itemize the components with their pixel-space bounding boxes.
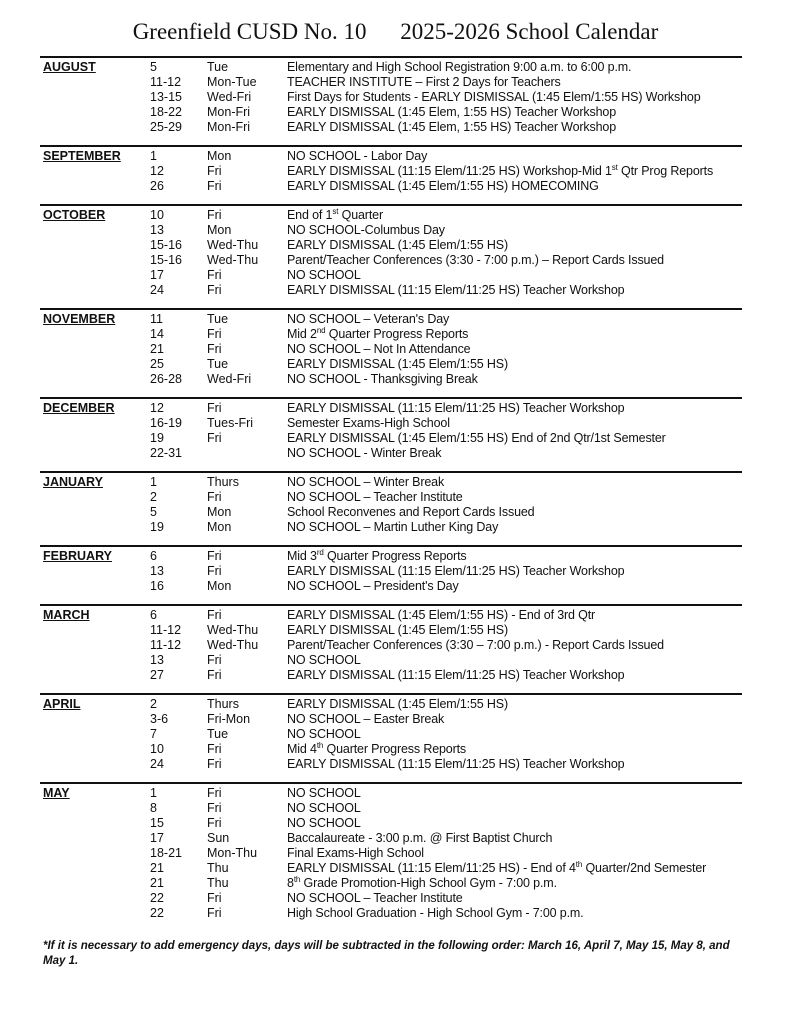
description-text: Final Exams-High School [287, 846, 424, 860]
event-weekday: Mon [207, 520, 232, 534]
description-text: Grade Promotion-High School Gym - 7:00 p.m. [300, 876, 557, 890]
calendar-row [40, 372, 742, 387]
calendar-row [40, 75, 742, 90]
event-description [287, 446, 441, 461]
event-description [287, 697, 508, 712]
calendar-row [40, 105, 742, 120]
description-text: EARLY DISMISSAL (1:45 Elem/1:55 HS) HOMECOMING [287, 179, 599, 193]
event-description [287, 120, 616, 135]
event-weekday: Thurs [207, 475, 239, 489]
description-text: EARLY DISMISSAL (11:15 Elem/11:25 HS) Teacher Workshop [287, 283, 625, 297]
event-description [287, 876, 557, 891]
district-name: Greenfield CUSD No. 10 [132, 19, 367, 44]
event-description [287, 238, 508, 253]
description-text: EARLY DISMISSAL (11:15 Elem/11:25 HS) Teacher Workshop [287, 757, 625, 771]
calendar-row [40, 238, 742, 253]
event-description [287, 623, 508, 638]
event-weekday: Wed-Thu [207, 638, 259, 652]
calendar-row [40, 164, 742, 179]
event-weekday: Wed-Thu [207, 253, 259, 267]
description-text: Mid 2 [287, 327, 317, 341]
month-section-november [40, 308, 742, 397]
calendar-row [40, 312, 742, 327]
event-weekday: Mon-Fri [207, 120, 251, 134]
description-text: Qtr Prog Reports [617, 164, 714, 178]
description-text: NO SCHOOL [287, 727, 361, 741]
event-weekday: Fri [207, 668, 222, 682]
event-weekday: Sun [207, 831, 230, 845]
calendar-row [40, 801, 742, 816]
event-date: 25-29 [150, 120, 182, 134]
event-weekday: Thu [207, 861, 229, 875]
event-date: 15 [150, 816, 164, 830]
description-text: School Reconvenes and Report Cards Issued [287, 505, 535, 519]
calendar-row [40, 653, 742, 668]
event-weekday: Fri [207, 906, 222, 920]
month-heading: FEBRUARY [43, 549, 112, 563]
description-text: NO SCHOOL - Labor Day [287, 149, 428, 163]
description-text: EARLY DISMISSAL (1:45 Elem/1:55 HS) [287, 238, 509, 252]
calendar-row [40, 579, 742, 594]
description-text: Mid 4 [287, 742, 317, 756]
event-description [287, 327, 468, 342]
event-description [287, 60, 631, 75]
event-description [287, 505, 534, 520]
description-text: Quarter Progress Reports [325, 327, 469, 341]
month-section-september [40, 145, 742, 204]
footnote: *If it is necessary to add emergency days, days will be subtracted in the following order: March 16, April 7, May 15, May 8, and May 1. [43, 940, 730, 967]
calendar-row [40, 208, 742, 223]
description-text: Semester Exams-High School [287, 416, 450, 430]
calendar-row [40, 179, 742, 194]
event-date: 15-16 [150, 253, 182, 267]
calendar-row [40, 876, 742, 891]
event-date: 22 [150, 891, 164, 905]
event-description [287, 564, 624, 579]
event-weekday: Tue [207, 312, 229, 326]
month-section-october [40, 204, 742, 308]
event-description [287, 90, 701, 105]
event-description [287, 268, 361, 283]
event-date: 16 [150, 579, 164, 593]
event-weekday: Thu [207, 876, 229, 890]
month-heading: APRIL [43, 697, 81, 711]
event-date: 24 [150, 283, 164, 297]
description-text: EARLY DISMISSAL (11:15 Elem/11:25 HS) - End of 4 [287, 861, 576, 875]
event-date: 15-16 [150, 238, 182, 252]
event-weekday: Fri [207, 268, 222, 282]
event-date: 25 [150, 357, 164, 371]
event-date: 6 [150, 549, 157, 563]
event-description [287, 416, 450, 431]
calendar-row [40, 283, 742, 298]
event-date: 13 [150, 564, 164, 578]
calendar-row [40, 742, 742, 757]
event-description [287, 786, 361, 801]
month-section-january [40, 471, 742, 545]
description-text: NO SCHOOL [287, 268, 361, 282]
event-description [287, 312, 449, 327]
event-date: 26 [150, 179, 164, 193]
event-description [287, 638, 664, 653]
event-weekday: Fri [207, 342, 222, 356]
event-description [287, 357, 508, 372]
description-text: Quarter/2nd Semester [582, 861, 707, 875]
event-date: 21 [150, 861, 164, 875]
event-date: 3-6 [150, 712, 169, 726]
description-text: NO SCHOOL – Martin Luther King Day [287, 520, 499, 534]
description-text: EARLY DISMISSAL (11:15 Elem/11:25 HS) Teacher Workshop [287, 401, 625, 415]
event-weekday: Wed-Thu [207, 238, 259, 252]
month-heading: SEPTEMBER [43, 149, 121, 163]
event-date: 5 [150, 60, 157, 74]
calendar-row [40, 712, 742, 727]
event-date: 13-15 [150, 90, 182, 104]
calendar-row [40, 342, 742, 357]
description-text: Parent/Teacher Conferences (3:30 – 7:00 p.m.) - Report Cards Issued [287, 638, 664, 652]
event-date: 14 [150, 327, 164, 341]
description-text: 8 [287, 876, 294, 890]
event-description [287, 208, 383, 223]
event-description [287, 846, 424, 861]
event-date: 10 [150, 742, 164, 756]
calendar-row [40, 757, 742, 772]
event-weekday: Fri [207, 564, 222, 578]
month-section-may [40, 782, 742, 931]
event-weekday: Mon [207, 223, 232, 237]
event-weekday: Fri [207, 786, 222, 800]
calendar-row [40, 786, 742, 801]
event-date: 7 [150, 727, 157, 741]
calendar-row [40, 490, 742, 505]
calendar-body [40, 56, 742, 969]
description-text: EARLY DISMISSAL (1:45 Elem/1:55 HS) - End of 3rd Qtr [287, 608, 596, 622]
event-description [287, 164, 713, 179]
event-description [287, 712, 444, 727]
event-weekday: Fri [207, 431, 222, 445]
calendar-row [40, 446, 742, 461]
event-date: 19 [150, 431, 164, 445]
calendar-row [40, 401, 742, 416]
description-text: EARLY DISMISSAL (1:45 Elem/1:55 HS) [287, 357, 509, 371]
description-text: EARLY DISMISSAL (1:45 Elem, 1:55 HS) Teacher Workshop [287, 120, 617, 134]
event-weekday: Fri-Mon [207, 712, 251, 726]
event-weekday: Fri [207, 653, 222, 667]
calendar-row [40, 60, 742, 75]
month-section-february [40, 545, 742, 604]
page-title [0, 18, 791, 46]
event-weekday: Fri [207, 283, 222, 297]
month-section-april [40, 693, 742, 782]
event-description [287, 475, 444, 490]
event-description [287, 816, 361, 831]
event-date: 24 [150, 757, 164, 771]
calendar-row [40, 149, 742, 164]
event-description [287, 149, 427, 164]
event-weekday: Mon-Thu [207, 846, 258, 860]
calendar-row [40, 90, 742, 105]
calendar-row [40, 608, 742, 623]
calendar-row [40, 431, 742, 446]
description-text: Mid 3 [287, 549, 317, 563]
month-heading: AUGUST [43, 60, 96, 74]
month-section-december [40, 397, 742, 471]
calendar-row [40, 638, 742, 653]
calendar-row [40, 846, 742, 861]
event-date: 11-12 [150, 75, 182, 89]
description-text: NO SCHOOL [287, 653, 361, 667]
event-weekday: Fri [207, 891, 222, 905]
description-text: Quarter [338, 208, 383, 222]
event-date: 2 [150, 697, 157, 711]
event-date: 10 [150, 208, 164, 222]
description-text: NO SCHOOL [287, 786, 361, 800]
calendar-row [40, 253, 742, 268]
event-weekday: Wed-Fri [207, 90, 252, 104]
event-weekday: Fri [207, 549, 222, 563]
month-heading: JANUARY [43, 475, 103, 489]
event-date: 19 [150, 520, 164, 534]
event-date: 11 [150, 312, 163, 326]
calendar-row [40, 357, 742, 372]
event-date: 21 [150, 342, 164, 356]
description-text: NO SCHOOL - Thanksgiving Break [287, 372, 478, 386]
event-date: 16-19 [150, 416, 182, 430]
description-text: EARLY DISMISSAL (1:45 Elem, 1:55 HS) Teacher Workshop [287, 105, 617, 119]
event-description [287, 668, 624, 683]
event-date: 12 [150, 401, 164, 415]
description-text: NO SCHOOL - Winter Break [287, 446, 442, 460]
description-text: First Days for Students - EARLY DISMISSAL (1:45 Elem/1:55 HS) Workshop [287, 90, 701, 104]
event-description [287, 342, 470, 357]
ordinal-suffix: rd [316, 547, 324, 557]
event-date: 26-28 [150, 372, 182, 386]
event-description [287, 608, 595, 623]
description-text: End of 1 [287, 208, 333, 222]
event-weekday: Thurs [207, 697, 239, 711]
calendar-row [40, 120, 742, 135]
description-text: Baccalaureate - 3:00 p.m. @ First Baptist Church [287, 831, 553, 845]
event-description [287, 401, 624, 416]
description-text: NO SCHOOL – Easter Break [287, 712, 445, 726]
month-heading: MAY [43, 786, 70, 800]
calendar-row [40, 223, 742, 238]
calendar-row [40, 505, 742, 520]
description-text: NO SCHOOL-Columbus Day [287, 223, 445, 237]
event-weekday: Fri [207, 801, 222, 815]
event-weekday: Wed-Fri [207, 372, 252, 386]
ordinal-suffix: nd [316, 325, 326, 335]
calendar-row [40, 564, 742, 579]
description-text: NO SCHOOL [287, 801, 361, 815]
calendar-row [40, 416, 742, 431]
ordinal-suffix: th [316, 740, 324, 750]
description-text: NO SCHOOL [287, 816, 361, 830]
description-text: Quarter Progress Reports [323, 742, 467, 756]
event-weekday: Fri [207, 208, 222, 222]
calendar-sections [40, 56, 742, 931]
event-date: 1 [150, 475, 157, 489]
event-date: 5 [150, 505, 157, 519]
event-description [287, 831, 552, 846]
event-date: 13 [150, 653, 164, 667]
event-weekday: Fri [207, 179, 222, 193]
description-text: NO SCHOOL – Teacher Institute [287, 490, 463, 504]
event-description [287, 742, 466, 757]
description-text: Parent/Teacher Conferences (3:30 - 7:00 p.m.) – Report Cards Issued [287, 253, 664, 267]
description-text: EARLY DISMISSAL (11:15 Elem/11:25 HS) Teacher Workshop [287, 668, 625, 682]
description-text: Elementary and High School Registration 9:00 a.m. to 6:00 p.m. [287, 60, 632, 74]
event-description [287, 179, 599, 194]
event-description [287, 223, 445, 238]
description-text: EARLY DISMISSAL (1:45 Elem/1:55 HS) [287, 623, 509, 637]
calendar-row [40, 831, 742, 846]
description-text: NO SCHOOL – Veteran's Day [287, 312, 450, 326]
calendar-row [40, 520, 742, 535]
month-heading: DECEMBER [43, 401, 115, 415]
event-date: 8 [150, 801, 157, 815]
event-weekday: Tue [207, 60, 229, 74]
event-description [287, 653, 361, 668]
calendar-row [40, 891, 742, 906]
ordinal-suffix: st [332, 206, 339, 216]
event-description [287, 757, 624, 772]
calendar-row [40, 623, 742, 638]
event-description [287, 372, 478, 387]
month-heading: NOVEMBER [43, 312, 116, 326]
event-weekday: Mon-Tue [207, 75, 257, 89]
event-weekday: Fri [207, 164, 222, 178]
event-weekday: Wed-Thu [207, 623, 259, 637]
calendar-row [40, 475, 742, 490]
event-date: 6 [150, 608, 157, 622]
event-description [287, 490, 463, 505]
event-weekday: Tue [207, 357, 229, 371]
description-text: EARLY DISMISSAL (11:15 Elem/11:25 HS) Teacher Workshop [287, 564, 625, 578]
event-weekday: Tues-Fri [207, 416, 254, 430]
description-text: NO SCHOOL – Not In Attendance [287, 342, 471, 356]
event-description [287, 431, 666, 446]
description-text: TEACHER INSTITUTE – First 2 Days for Teachers [287, 75, 561, 89]
description-text: EARLY DISMISSAL (11:15 Elem/11:25 HS) Workshop-Mid 1 [287, 164, 612, 178]
event-weekday: Fri [207, 742, 222, 756]
event-weekday: Fri [207, 327, 222, 341]
calendar-row [40, 906, 742, 921]
calendar-row [40, 327, 742, 342]
event-date: 18-22 [150, 105, 182, 119]
event-date: 11-12 [150, 638, 182, 652]
description-text: Quarter Progress Reports [323, 549, 467, 563]
event-weekday: Fri [207, 401, 222, 415]
description-text: EARLY DISMISSAL (1:45 Elem/1:55 HS) [287, 697, 509, 711]
event-date: 1 [150, 149, 157, 163]
event-weekday: Mon [207, 579, 232, 593]
event-weekday: Mon [207, 149, 232, 163]
calendar-row [40, 668, 742, 683]
event-weekday: Mon-Fri [207, 105, 251, 119]
event-date: 22 [150, 906, 164, 920]
event-date: 17 [150, 268, 164, 282]
event-description [287, 549, 467, 564]
event-weekday: Tue [207, 727, 229, 741]
event-date: 18-21 [150, 846, 182, 860]
ordinal-suffix: st [611, 162, 618, 172]
description-text: High School Graduation - High School Gym - 7:00 p.m. [287, 906, 584, 920]
month-heading: MARCH [43, 608, 90, 622]
event-weekday: Fri [207, 757, 222, 771]
event-description [287, 520, 498, 535]
event-weekday: Fri [207, 490, 222, 504]
event-date: 11-12 [150, 623, 182, 637]
event-description [287, 727, 361, 742]
calendar-row [40, 549, 742, 564]
event-date: 27 [150, 668, 164, 682]
event-description [287, 283, 624, 298]
month-section-march [40, 604, 742, 693]
month-section-august [40, 56, 742, 145]
event-date: 21 [150, 876, 164, 890]
calendar-row [40, 816, 742, 831]
description-text: NO SCHOOL – President's Day [287, 579, 459, 593]
description-text: EARLY DISMISSAL (1:45 Elem/1:55 HS) End of 2nd Qtr/1st Semester [287, 431, 666, 445]
calendar-title: 2025-2026 School Calendar [400, 19, 659, 44]
event-date: 1 [150, 786, 157, 800]
event-weekday: Fri [207, 816, 222, 830]
event-description [287, 891, 463, 906]
month-heading: OCTOBER [43, 208, 106, 222]
calendar-row [40, 268, 742, 283]
event-description [287, 75, 561, 90]
ordinal-suffix: th [575, 859, 583, 869]
ordinal-suffix: th [293, 874, 301, 884]
event-weekday: Fri [207, 608, 222, 622]
calendar-row [40, 861, 742, 876]
event-date: 13 [150, 223, 164, 237]
event-date: 12 [150, 164, 164, 178]
event-description [287, 906, 584, 921]
event-description [287, 253, 664, 268]
event-date: 17 [150, 831, 164, 845]
event-description [287, 579, 459, 594]
event-description [287, 861, 706, 876]
event-description [287, 105, 616, 120]
event-date: 2 [150, 490, 157, 504]
description-text: NO SCHOOL – Teacher Institute [287, 891, 463, 905]
event-date: 22-31 [150, 446, 182, 460]
event-description [287, 801, 361, 816]
calendar-row [40, 697, 742, 712]
calendar-row [40, 727, 742, 742]
event-weekday: Mon [207, 505, 232, 519]
description-text: NO SCHOOL – Winter Break [287, 475, 445, 489]
